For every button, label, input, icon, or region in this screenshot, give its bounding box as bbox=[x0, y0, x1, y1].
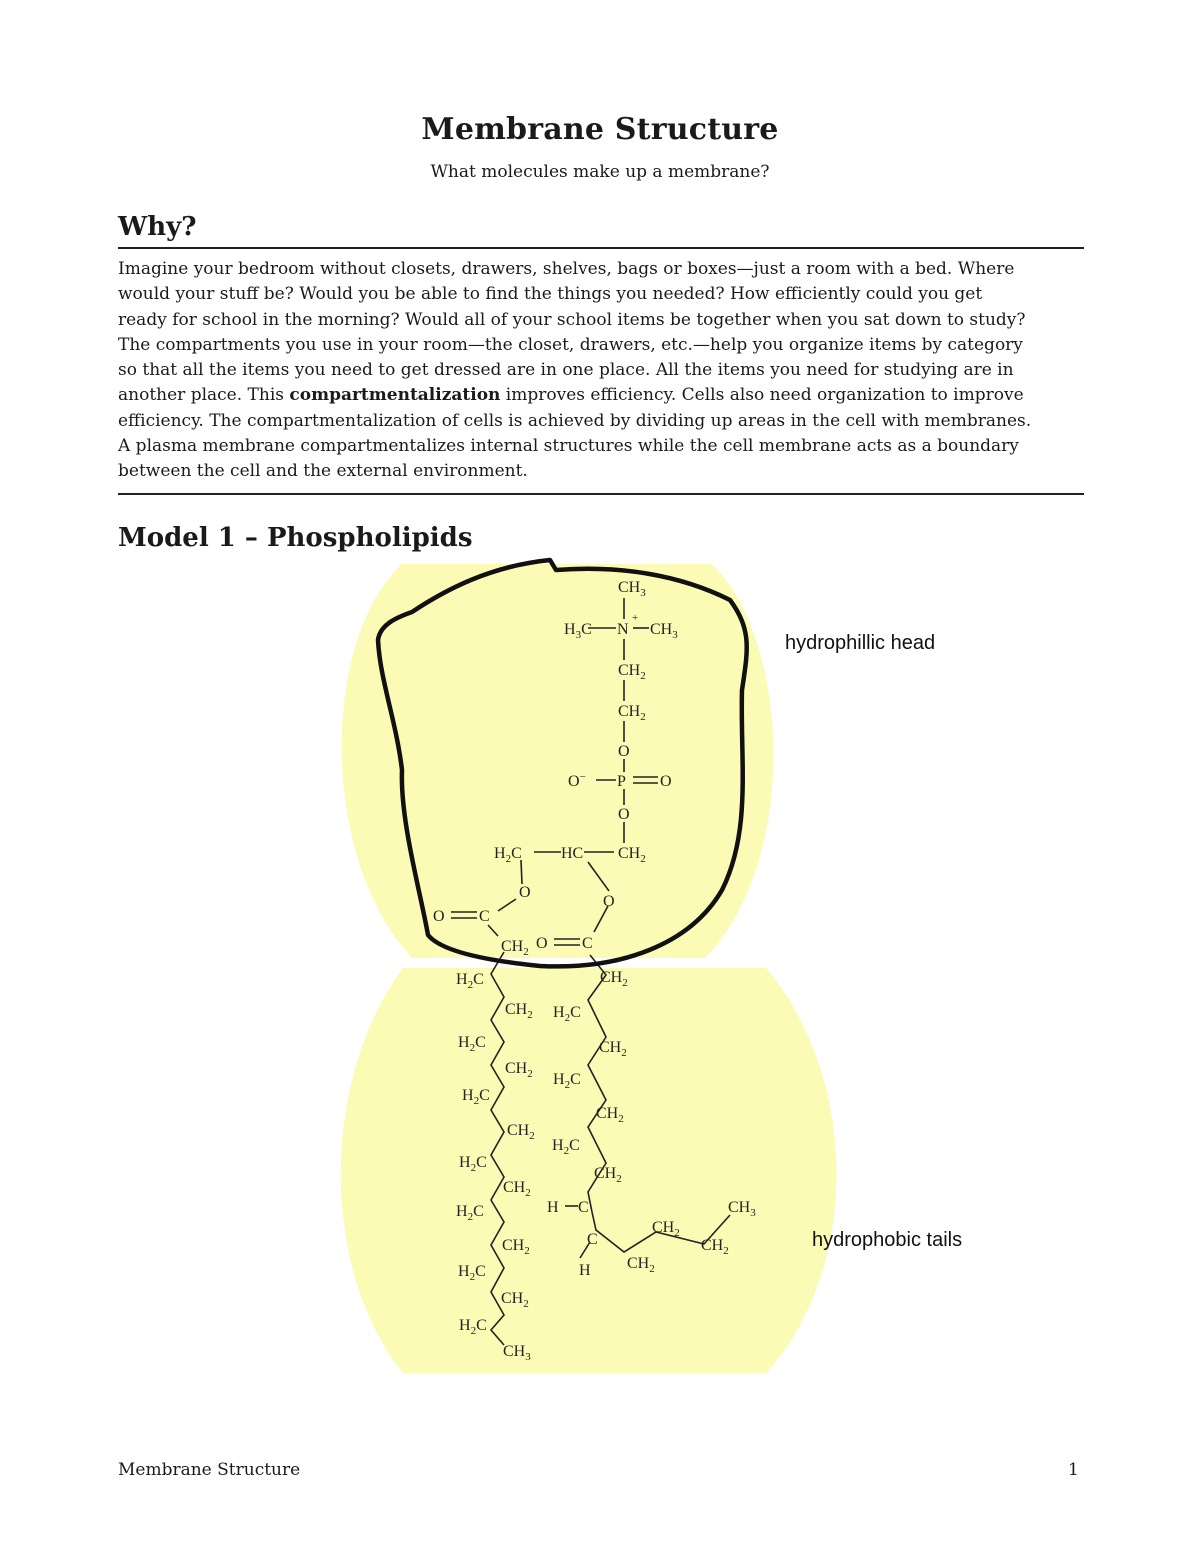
ch3-top: $CH_3$ bbox=[618, 579, 646, 599]
carbonyl-c-left: C bbox=[479, 908, 490, 925]
hc-double-bond: H bbox=[547, 1199, 559, 1216]
h3c-left: $H_3C$ bbox=[564, 621, 592, 641]
oxygen-double: O bbox=[660, 773, 672, 790]
ch2-left-5: $CH_2$ bbox=[503, 1179, 531, 1199]
c-double-bond-1: C bbox=[578, 1199, 589, 1216]
h2c-right-1: $H_2C$ bbox=[553, 1004, 581, 1024]
oxygen-ester-right: O bbox=[603, 893, 615, 910]
head-region bbox=[342, 564, 774, 958]
h-double-bond: H bbox=[579, 1262, 591, 1279]
oxygen-2: O bbox=[618, 806, 630, 823]
ch2-left-4: $CH_2$ bbox=[507, 1122, 535, 1142]
ch2-left-1: $CH_2$ bbox=[501, 938, 529, 958]
why-text: another place. This bbox=[118, 385, 290, 406]
phosphorus: P bbox=[617, 773, 626, 790]
h2c-left-5: $H_2C$ bbox=[456, 1203, 484, 1223]
h2c-right-2: $H_2C$ bbox=[553, 1071, 581, 1091]
ch2-right-2: $CH_2$ bbox=[599, 1039, 627, 1059]
why-line: so that all the items you need to get dressed are in one place. All the items you need for studying are in bbox=[118, 360, 1014, 381]
why-line: Imagine your bedroom without closets, drawers, shelves, bags or boxes—just a room with a bed. Where bbox=[118, 259, 1015, 279]
ch2-head-1: $CH_2$ bbox=[618, 662, 646, 682]
page-number: 1 bbox=[1068, 1460, 1079, 1480]
footer-title: Membrane Structure bbox=[118, 1460, 301, 1480]
h2c-left-7: $H_2C$ bbox=[459, 1317, 487, 1337]
page-title: Membrane Structure bbox=[421, 112, 779, 147]
h2c-left-4: $H_2C$ bbox=[459, 1154, 487, 1174]
ch2-left-2: $CH_2$ bbox=[505, 1001, 533, 1021]
ch2-head-2: $CH_2$ bbox=[618, 703, 646, 723]
ch2-left-6: $CH_2$ bbox=[502, 1237, 530, 1257]
positive-charge: + bbox=[632, 612, 639, 624]
oxygen-minus: O− bbox=[568, 771, 586, 790]
why-heading: Why? bbox=[118, 212, 197, 242]
ch2-glycerol: $CH_2$ bbox=[618, 845, 646, 865]
carbonyl-o-right: O bbox=[536, 935, 548, 952]
ch3-right-end: $CH_3$ bbox=[728, 1199, 756, 1219]
h2c-glycerol: $H_2C$ bbox=[494, 845, 522, 865]
why-line: efficiency. The compartmentalization of cells is achieved by dividing up areas in the cell with membranes. bbox=[118, 410, 1032, 431]
why-line: The compartments you use in your room—the closet, drawers, etc.—help you organize items by category bbox=[118, 334, 1023, 355]
hydrophobic-tails-label: hydrophobic tails bbox=[812, 1229, 963, 1251]
ch2-right-3: $CH_2$ bbox=[596, 1105, 624, 1125]
carbonyl-o-left: O bbox=[433, 908, 445, 925]
tail-region bbox=[341, 968, 837, 1373]
ch2-left-3: $CH_2$ bbox=[505, 1060, 533, 1080]
oxygen-1: O bbox=[618, 743, 630, 760]
why-text: improves efficiency. Cells also need organization to improve bbox=[500, 385, 1024, 406]
hc-glycerol: HC bbox=[561, 845, 584, 862]
why-line: between the cell and the external environment. bbox=[118, 461, 528, 482]
h2c-left-1: $H_2C$ bbox=[456, 971, 484, 991]
h2c-left-6: $H_2C$ bbox=[458, 1263, 486, 1283]
h2c-left-2: $H_2C$ bbox=[458, 1034, 486, 1054]
ch2-right-1: $CH_2$ bbox=[600, 969, 628, 989]
page-subtitle: What molecules make up a membrane? bbox=[430, 162, 770, 182]
key-term-compartmentalization: compartmentalization bbox=[289, 385, 501, 406]
ch3-right: $CH_3$ bbox=[650, 621, 678, 641]
c-double-bond-2: C bbox=[587, 1231, 598, 1248]
carbonyl-c-right: C bbox=[582, 935, 593, 952]
model-heading: Model 1 – Phospholipids bbox=[118, 523, 473, 553]
ch2-right-5: $CH_2$ bbox=[627, 1255, 655, 1275]
ch2-right-6: $CH_2$ bbox=[652, 1219, 680, 1239]
oxygen-ester-left: O bbox=[519, 884, 531, 901]
nitrogen: N bbox=[617, 621, 629, 638]
ch2-left-7: $CH_2$ bbox=[501, 1290, 529, 1310]
ch3-left-end: $CH_3$ bbox=[503, 1343, 531, 1363]
why-line: ready for school in the morning? Would all of your school items be together when you sat down to study? bbox=[118, 309, 1026, 330]
h2c-right-3: $H_2C$ bbox=[552, 1137, 580, 1157]
ch2-right-4: $CH_2$ bbox=[594, 1165, 622, 1185]
ch2-right-7: $CH_2$ bbox=[701, 1237, 729, 1257]
h2c-left-3: $H_2C$ bbox=[462, 1087, 490, 1107]
why-line: would your stuff be? Would you be able to find the things you needed? How efficiently could you get bbox=[118, 284, 983, 305]
why-line: A plasma membrane compartmentalizes internal structures while the cell membrane acts as a boundary bbox=[118, 436, 1019, 457]
hydrophilic-head-label: hydrophillic head bbox=[785, 632, 936, 654]
